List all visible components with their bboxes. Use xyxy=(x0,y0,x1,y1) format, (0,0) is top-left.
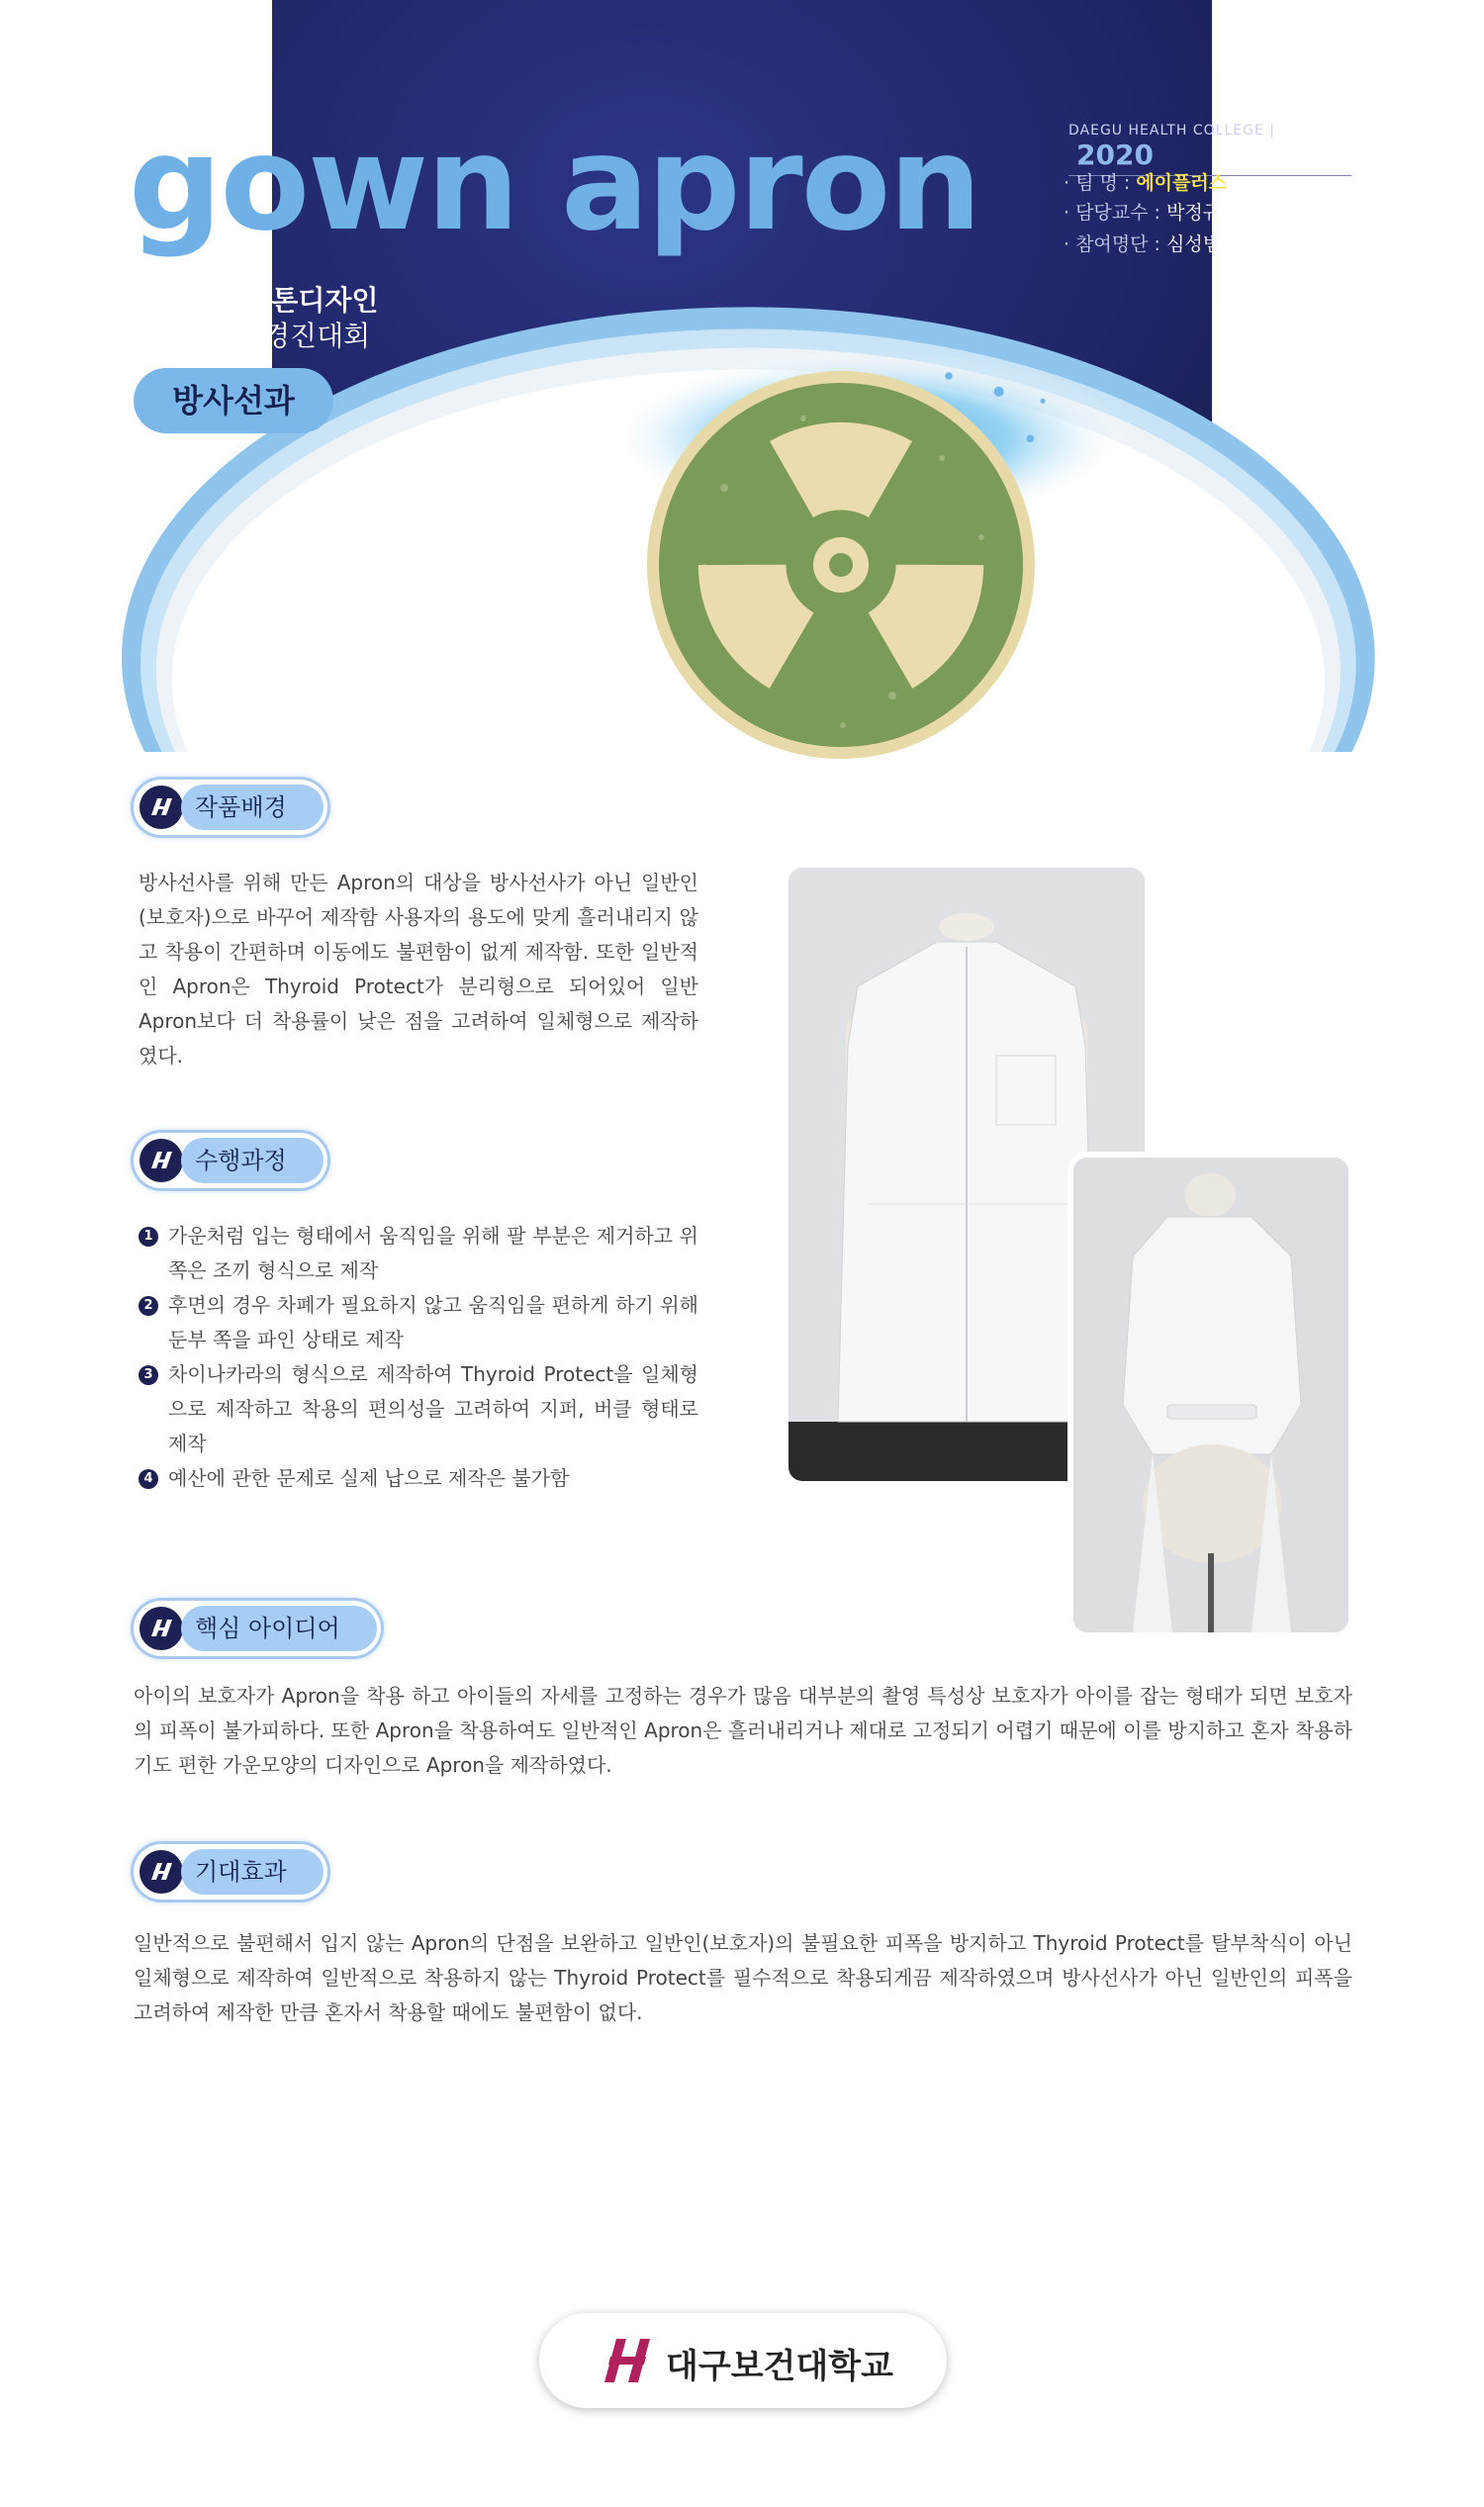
radiation-icon xyxy=(645,369,1037,761)
subtitle-line1 xyxy=(139,279,378,319)
process-steps xyxy=(139,1219,698,1496)
step-number: 4 xyxy=(139,1469,158,1489)
step-number: 1 xyxy=(139,1227,158,1247)
step-number: 3 xyxy=(139,1365,158,1385)
college-year: 2020 xyxy=(1076,139,1154,171)
step-number: 2 xyxy=(139,1296,158,1316)
effect-text: 일반적으로 불편해서 입지 않는 Apron의 단점을 보완하고 일반인(보호자)의 불필요한 피폭을 방지하고 Thyroid Protect를 탈부착식이 아닌 일체형으로 제작하여 일반적으로 착용하지 않는 Thyroid Protect를 필수적으로 착용되게끔 제작하였으며 방사선사가 아닌 일반인의 피폭을 고려하여 제작한 만큼 혼자서 착용할 때에도 불편함이 없다. xyxy=(134,1931,1352,2024)
section-header-idea xyxy=(134,1601,381,1656)
section-header-process xyxy=(134,1133,327,1188)
footer-logo xyxy=(539,2313,947,2408)
college-logo-icon xyxy=(599,2335,658,2386)
section-title: 기대효과 xyxy=(181,1849,324,1895)
apron-back-photo xyxy=(1073,1158,1348,1632)
college-logo-icon xyxy=(139,1139,183,1182)
list-item xyxy=(139,1288,698,1357)
info-key: · 담당교수 : xyxy=(1064,202,1166,224)
info-professor xyxy=(1064,198,1221,225)
subtitle-year: 2020 xyxy=(139,284,210,317)
section-title: 수행과정 xyxy=(181,1138,324,1183)
section-title: 작품배경 xyxy=(181,785,324,830)
step-text: 예산에 관한 문제로 실제 납으로 제작은 불가함 xyxy=(168,1466,570,1490)
section-title: 핵심 아이디어 xyxy=(181,1606,377,1651)
section-header-background xyxy=(134,780,327,835)
college-name: DAEGU HEALTH COLLEGE xyxy=(1068,123,1264,139)
info-members xyxy=(1064,230,1342,256)
list-item xyxy=(139,1461,698,1496)
info-value: 에이플러스 xyxy=(1136,172,1228,194)
department-badge: 방사선과 xyxy=(134,368,333,433)
subtitle-bold: 캡스톤디자인 xyxy=(218,284,379,317)
step-text: 후면의 경우 차폐가 필요하지 않고 움직임을 편하게 하기 위해 둔부 쪽을 파인 상태로 제작 xyxy=(168,1293,698,1351)
list-item xyxy=(139,1357,698,1461)
idea-text: 아이의 보호자가 Apron을 착용 하고 아이들의 자세를 고정하는 경우가 많음 대부분의 촬영 특성상 보호자가 아이를 잡는 형태가 되면 보호자의 피폭이 불가피하다. 또한 Apron을 착용하여도 일반적인 Apron은 흘러내리거나 제대로 고정되기 어렵기 때문에 이를 방지하고 혼자 착용하기도 편한 가운모양의 디자인으로 Apron을 제작하였다. xyxy=(134,1684,1352,1777)
college-logo-icon xyxy=(139,1607,183,1650)
step-text: 차이나카라의 형식으로 제작하여 Thyroid Protect을 일체형으로 제작하고 착용의 편의성을 고려하여 지퍼, 버클 형태로 제작 xyxy=(168,1362,698,1455)
college-name-footer: 대구보건대학교 xyxy=(666,2347,893,2386)
subtitle-line2: 전시회 및 경진대회 xyxy=(139,320,371,352)
section-header-effect xyxy=(134,1844,327,1900)
step-text: 가운처럼 입는 형태에서 움직임을 위해 팔 부분은 제거하고 위쪽은 조끼 형식으로 제작 xyxy=(168,1224,698,1282)
info-value: 박정규 xyxy=(1165,202,1222,224)
college-logo-icon xyxy=(139,1850,183,1894)
info-team xyxy=(1064,168,1227,195)
college-logo-icon xyxy=(139,786,183,829)
info-key: · 참여명단 : xyxy=(1064,233,1166,255)
background-text: 방사선사를 위해 만든 Apron의 대상을 방사선사가 아닌 일반인(보호자)으로 바꾸어 제작함 사용자의 용도에 맞게 흘러내리지 않고 착용이 간편하며 이동에도 불편함이 없게 제작함. 또한 일반적인 Apron은 Thyroid Protect가 분리형으로 되어있어 일반 Apron보다 더 착용률이 낮은 점을 고려하여 일체형으로 제작하였다. xyxy=(139,871,698,1068)
college-row: DAEGU HEALTH COLLEGE | 2020 xyxy=(1068,123,1351,176)
info-value: 심성범 김태훈 심가을 xyxy=(1165,233,1343,255)
info-key: · 팀 명 : xyxy=(1064,172,1137,194)
list-item xyxy=(139,1219,698,1288)
poster-title: gown apron xyxy=(129,108,980,260)
